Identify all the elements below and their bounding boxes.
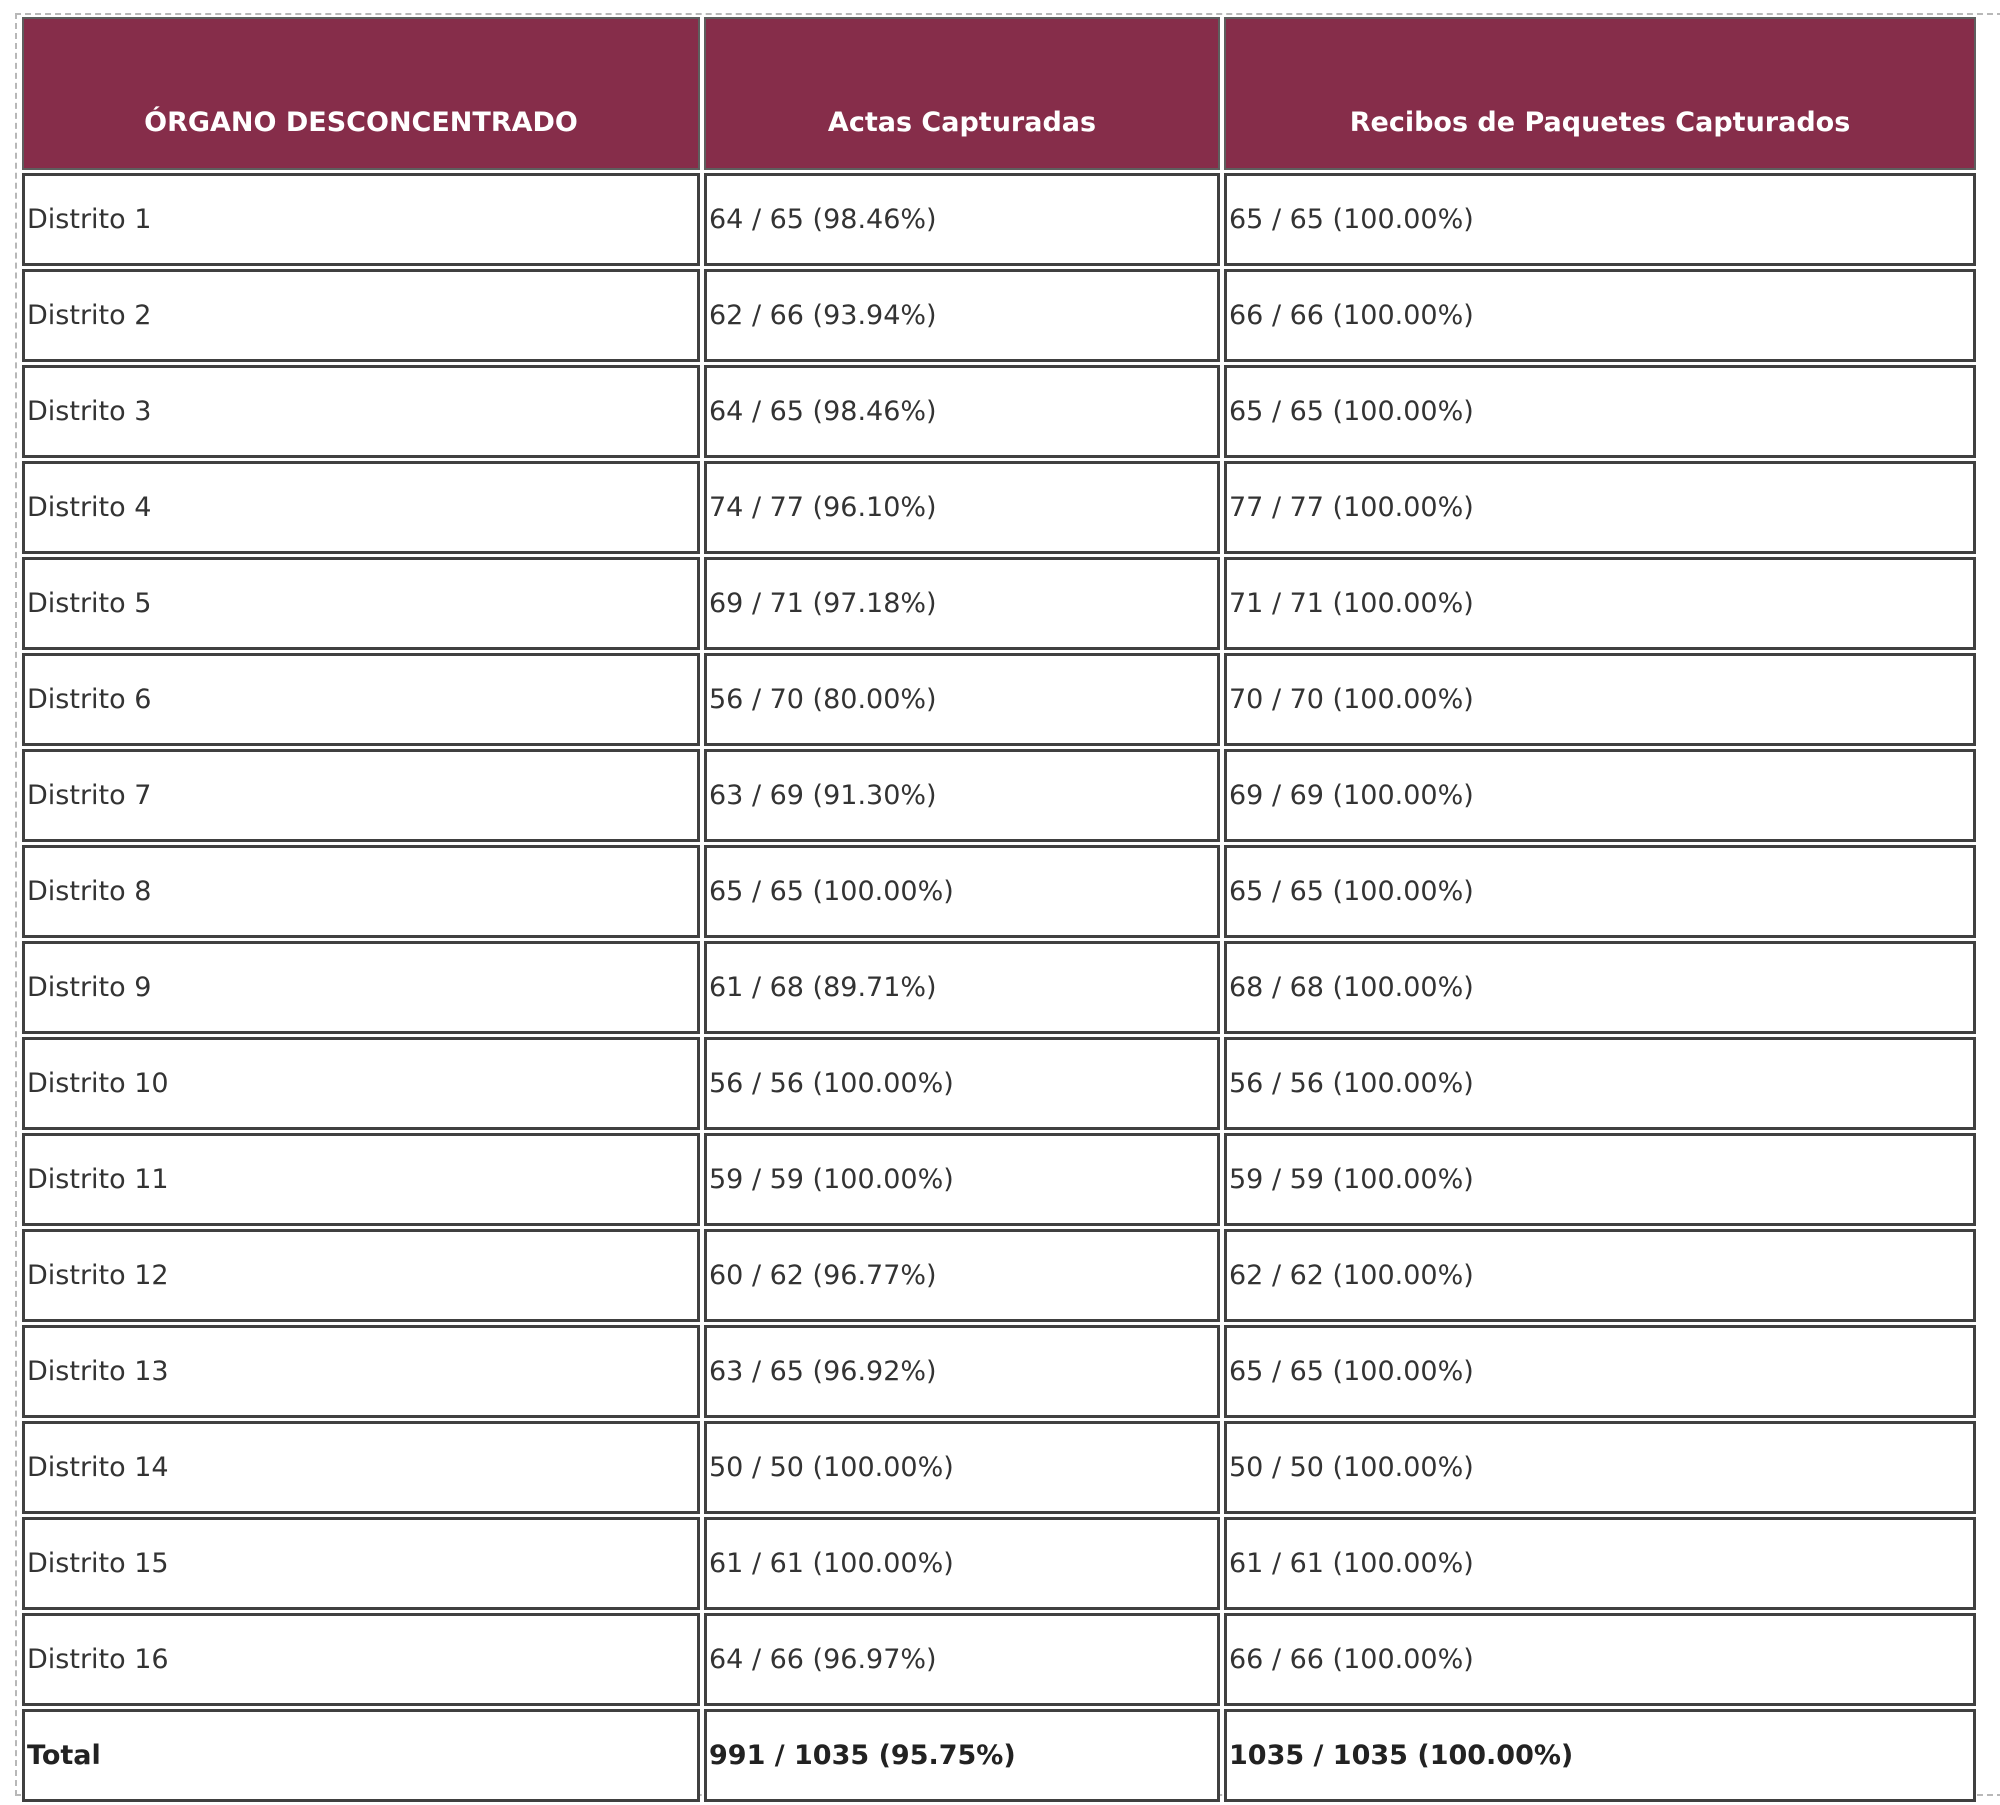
table-row <box>22 557 1976 650</box>
table-row <box>22 1133 1976 1226</box>
cell-recibos: 65 / 65 (100.00%) <box>1224 845 1976 938</box>
cell-organo: Distrito 4 <box>22 461 700 554</box>
table-header-row <box>22 17 1976 170</box>
cell-actas: 64 / 65 (98.46%) <box>704 173 1220 266</box>
cell-recibos: 59 / 59 (100.00%) <box>1224 1133 1976 1226</box>
table-row <box>22 1037 1976 1130</box>
table-row <box>22 1613 1976 1706</box>
cell-actas: 59 / 59 (100.00%) <box>704 1133 1220 1226</box>
cell-organo: Distrito 3 <box>22 365 700 458</box>
cell-recibos: 69 / 69 (100.00%) <box>1224 749 1976 842</box>
table-row <box>22 749 1976 842</box>
table-row <box>22 1421 1976 1514</box>
cell-recibos: 61 / 61 (100.00%) <box>1224 1517 1976 1610</box>
total-recibos: 1035 / 1035 (100.00%) <box>1224 1709 1976 1802</box>
table-row <box>22 845 1976 938</box>
cell-actas: 63 / 65 (96.92%) <box>704 1325 1220 1418</box>
cell-actas: 61 / 61 (100.00%) <box>704 1517 1220 1610</box>
cell-actas: 64 / 65 (98.46%) <box>704 365 1220 458</box>
cell-actas: 74 / 77 (96.10%) <box>704 461 1220 554</box>
cell-organo: Distrito 10 <box>22 1037 700 1130</box>
cell-recibos: 77 / 77 (100.00%) <box>1224 461 1976 554</box>
capture-progress-table <box>18 14 1980 1805</box>
table-row <box>22 653 1976 746</box>
cell-organo: Distrito 9 <box>22 941 700 1034</box>
cell-actas: 64 / 66 (96.97%) <box>704 1613 1220 1706</box>
table-row <box>22 173 1976 266</box>
cell-actas: 60 / 62 (96.77%) <box>704 1229 1220 1322</box>
cell-recibos: 65 / 65 (100.00%) <box>1224 1325 1976 1418</box>
cell-organo: Distrito 11 <box>22 1133 700 1226</box>
header-organo: ÓRGANO DESCONCENTRADO <box>22 17 700 170</box>
cell-actas: 61 / 68 (89.71%) <box>704 941 1220 1034</box>
cell-organo: Distrito 12 <box>22 1229 700 1322</box>
cell-organo: Distrito 13 <box>22 1325 700 1418</box>
header-actas: Actas Capturadas <box>704 17 1220 170</box>
cell-organo: Distrito 5 <box>22 557 700 650</box>
cell-organo: Distrito 15 <box>22 1517 700 1610</box>
cell-organo: Distrito 16 <box>22 1613 700 1706</box>
total-label: Total <box>22 1709 700 1802</box>
table-row <box>22 365 1976 458</box>
table-row <box>22 1325 1976 1418</box>
cell-recibos: 66 / 66 (100.00%) <box>1224 1613 1976 1706</box>
table-row <box>22 269 1976 362</box>
cell-recibos: 70 / 70 (100.00%) <box>1224 653 1976 746</box>
cell-organo: Distrito 7 <box>22 749 700 842</box>
cell-recibos: 71 / 71 (100.00%) <box>1224 557 1976 650</box>
cell-recibos: 66 / 66 (100.00%) <box>1224 269 1976 362</box>
cell-organo: Distrito 1 <box>22 173 700 266</box>
cell-actas: 56 / 70 (80.00%) <box>704 653 1220 746</box>
total-actas: 991 / 1035 (95.75%) <box>704 1709 1220 1802</box>
cell-recibos: 65 / 65 (100.00%) <box>1224 173 1976 266</box>
table-row <box>22 461 1976 554</box>
cell-recibos: 65 / 65 (100.00%) <box>1224 365 1976 458</box>
total-row <box>22 1709 1976 1802</box>
table-row <box>22 1229 1976 1322</box>
cell-actas: 50 / 50 (100.00%) <box>704 1421 1220 1514</box>
cell-organo: Distrito 8 <box>22 845 700 938</box>
cell-organo: Distrito 6 <box>22 653 700 746</box>
cell-actas: 63 / 69 (91.30%) <box>704 749 1220 842</box>
cell-recibos: 62 / 62 (100.00%) <box>1224 1229 1976 1322</box>
table-row <box>22 1517 1976 1610</box>
cell-recibos: 56 / 56 (100.00%) <box>1224 1037 1976 1130</box>
cell-actas: 62 / 66 (93.94%) <box>704 269 1220 362</box>
cell-organo: Distrito 2 <box>22 269 700 362</box>
cell-actas: 69 / 71 (97.18%) <box>704 557 1220 650</box>
table-body <box>22 173 1976 1802</box>
header-recibos: Recibos de Paquetes Capturados <box>1224 17 1976 170</box>
cell-actas: 65 / 65 (100.00%) <box>704 845 1220 938</box>
cell-recibos: 50 / 50 (100.00%) <box>1224 1421 1976 1514</box>
cell-recibos: 68 / 68 (100.00%) <box>1224 941 1976 1034</box>
cell-actas: 56 / 56 (100.00%) <box>704 1037 1220 1130</box>
table-row <box>22 941 1976 1034</box>
cell-organo: Distrito 14 <box>22 1421 700 1514</box>
